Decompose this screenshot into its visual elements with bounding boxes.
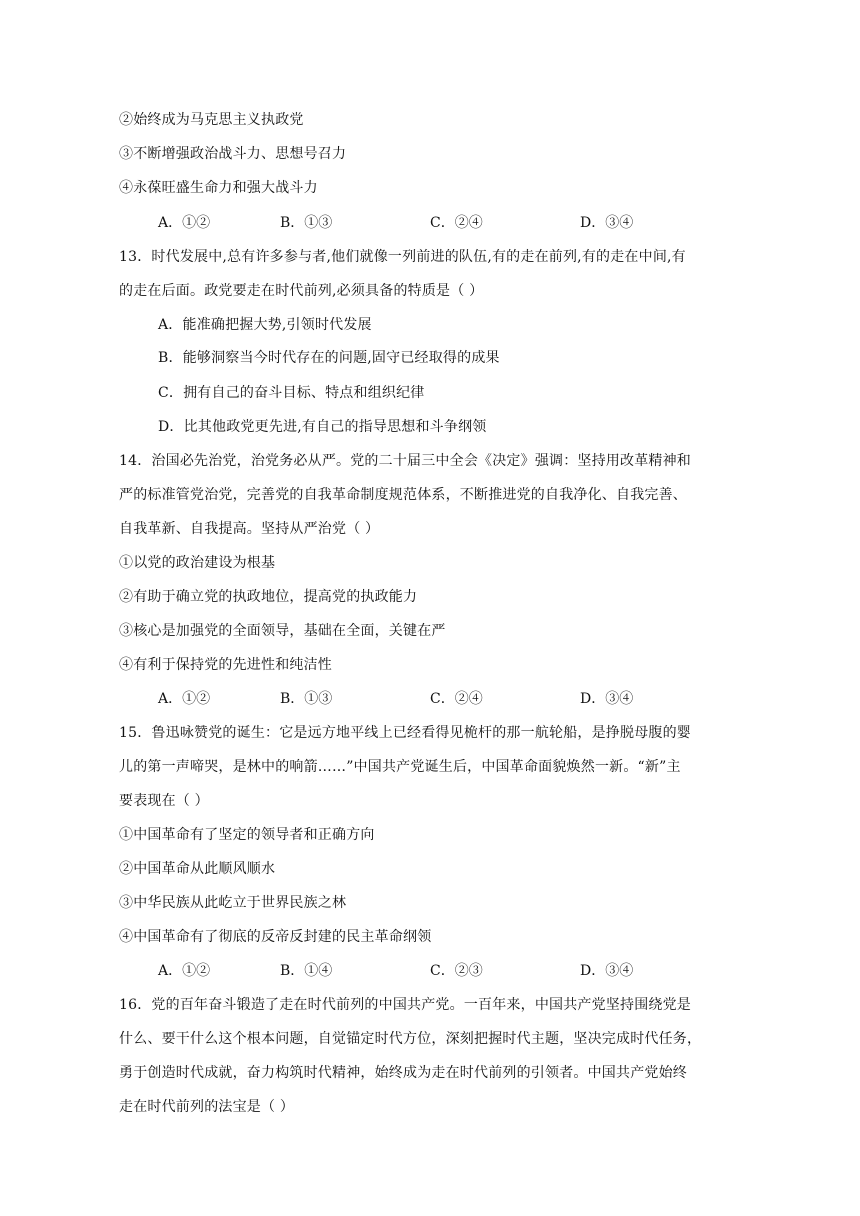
q14-item-3: ③核心是加强党的全面领导，基础在全面，关键在严 <box>119 623 446 639</box>
q15-stem-line-2: 儿的第一声啼哭，是林中的响箭……”中国共产党诞生后，中国革命面貌焕然一新。“新”主 <box>119 759 681 775</box>
q12-option-c: C．②④ <box>430 215 483 231</box>
q15-option-b: B．①④ <box>280 963 333 979</box>
q12-item-2: ②始终成为马克思主义执政党 <box>119 112 304 128</box>
q15-stem-line-3: 要表现在（ ） <box>119 793 209 809</box>
q14-item-4: ④有利于保持党的先进性和纯洁性 <box>119 657 332 673</box>
q12-option-b: B．①③ <box>280 215 333 231</box>
q16-stem-line-3: 勇于创造时代成就，奋力构筑时代精神，始终成为走在时代前列的引领者。中国共产党始终 <box>119 1065 687 1081</box>
q15-item-1: ①中国革命有了坚定的领导者和正确方向 <box>119 827 375 843</box>
q12-item-4: ④永葆旺盛生命力和强大战斗力 <box>119 180 318 196</box>
q13-choice-c: C．拥有自己的奋斗目标、特点和组织纪律 <box>158 385 425 401</box>
q14-option-b: B．①③ <box>280 691 333 707</box>
q12-option-a: A．①② <box>158 215 211 231</box>
q13-stem-line-1: 13．时代发展中,总有许多参与者,他们就像一列前进的队伍,有的走在前列,有的走在中间,有 <box>119 249 686 265</box>
q14-item-2: ②有助于确立党的执政地位，提高党的执政能力 <box>119 589 418 605</box>
q16-stem-line-1: 16．党的百年奋斗锻造了走在时代前列的中国共产党。一百年来，中国共产党坚持围绕党是 <box>119 997 692 1013</box>
q15-item-4: ④中国革命有了彻底的反帝反封建的民主革命纲领 <box>119 929 432 945</box>
q14-stem-line-2: 严的标准管党治党，完善党的自我革命制度规范体系，不断推进党的自我净化、自我完善、 <box>119 487 687 503</box>
q15-option-a: A．①② <box>158 963 211 979</box>
q13-stem-line-2: 的走在后面。政党要走在时代前列,必须具备的特质是（ ） <box>119 283 484 299</box>
q13-choice-d: D．比其他政党更先进,有自己的指导思想和斗争纲领 <box>158 419 487 435</box>
q15-item-2: ②中国革命从此顺风顺水 <box>119 861 276 877</box>
q13-choice-b: B．能够洞察当今时代存在的问题,固守已经取得的成果 <box>158 350 500 366</box>
q16-stem-line-4: 走在时代前列的法宝是（ ） <box>119 1099 295 1115</box>
q15-item-3: ③中华民族从此屹立于世界民族之林 <box>119 895 347 911</box>
q14-option-a: A．①② <box>158 691 211 707</box>
q12-option-d: D．③④ <box>580 215 634 231</box>
q12-item-3: ③不断增强政治战斗力、思想号召力 <box>119 146 347 162</box>
q16-stem-line-2: 什么、要干什么这个根本问题，自觉锚定时代方位，深刻把握时代主题，坚决完成时代任务， <box>119 1031 702 1047</box>
q15-stem-line-1: 15．鲁迅咏赞党的诞生：它是远方地平线上已经看得见桅杆的那一航轮船，是挣脱母腹的婴 <box>119 725 692 741</box>
q14-item-1: ①以党的政治建设为根基 <box>119 555 276 571</box>
q14-option-d: D．③④ <box>580 691 634 707</box>
q15-option-c: C．②③ <box>430 963 483 979</box>
q15-option-d: D．③④ <box>580 963 634 979</box>
q14-stem-line-3: 自我革新、自我提高。坚持从严治党（ ） <box>119 521 380 537</box>
q14-option-c: C．②④ <box>430 691 483 707</box>
q14-stem-line-1: 14．治国必先治党，治党务必从严。党的二十届三中全会《决定》强调：坚持用改革精神和 <box>119 453 692 469</box>
q13-choice-a: A．能准确把握大势,引领时代发展 <box>158 317 372 333</box>
